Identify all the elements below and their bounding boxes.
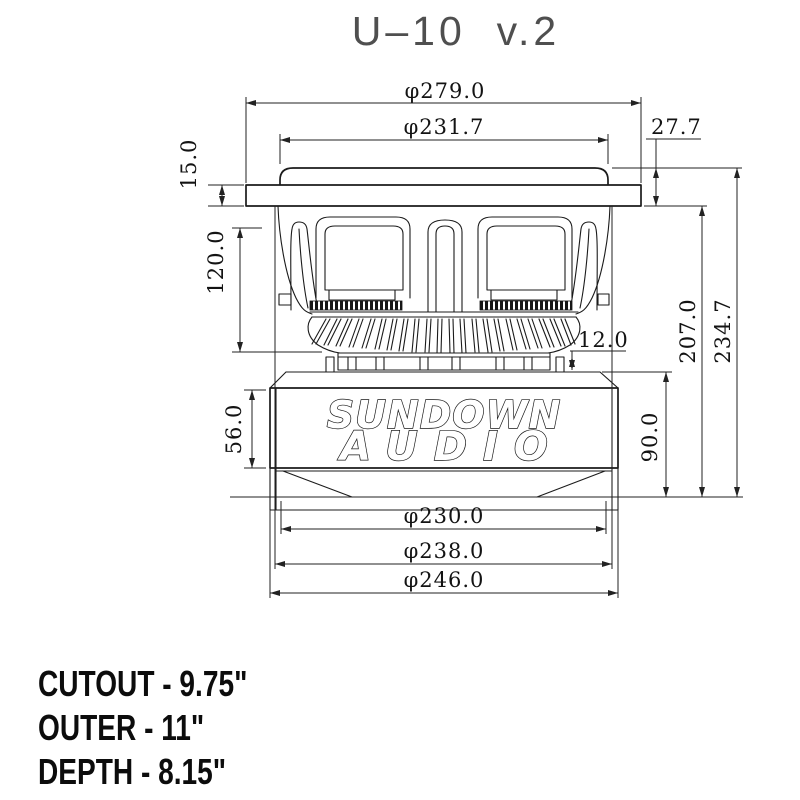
logo-line-audio: AUDIO [340, 424, 564, 470]
dim-label-120: 120.0 [204, 229, 228, 295]
dim-label-238: φ238.0 [403, 539, 485, 563]
drawing-title: U–10 v.2 [351, 8, 561, 54]
heatsink-fins [312, 319, 575, 353]
dim-spacer-height [570, 328, 629, 370]
dim-label-207: 207.0 [676, 298, 700, 364]
dim-label-234: 234.7 [711, 298, 735, 364]
dim-top-protrusion [612, 115, 742, 206]
logo-line-sundown: SUNDOWN [326, 393, 562, 437]
spec-cutout: CUTOUT - 9.75" [38, 663, 248, 704]
sundown-audio-logo [327, 393, 564, 470]
spacer-blocks [326, 357, 564, 372]
dim-label-12: 12.0 [578, 328, 629, 352]
dimension-annotations [177, 79, 743, 598]
dim-label-15: 15.0 [177, 138, 201, 190]
dim-surround-diameter [280, 115, 608, 164]
dim-label-279: φ279.0 [404, 79, 486, 103]
dim-mounting-depth [676, 206, 702, 497]
dim-label-230: φ230.0 [403, 504, 485, 528]
dim-label-27-7: 27.7 [651, 115, 702, 139]
heatsink-outline [308, 301, 580, 357]
dim-label-246: φ246.0 [403, 568, 485, 592]
dim-label-90: 90.0 [638, 411, 662, 463]
dim-label-56: 56.0 [222, 403, 246, 455]
dim-flange-thickness [177, 139, 244, 206]
spec-outer: OUTER - 11" [38, 707, 205, 748]
dim-overall-height [711, 168, 737, 497]
dim-label-231: φ231.7 [403, 115, 485, 139]
dim-magnet-body-height [222, 390, 266, 468]
surround-outline [280, 168, 608, 185]
dim-bottom-plate-diameter [281, 501, 606, 534]
spec-summary [38, 662, 306, 794]
spec-depth: DEPTH - 8.15" [38, 751, 227, 792]
basket-outline [278, 206, 610, 314]
mounting-flange [246, 185, 641, 206]
